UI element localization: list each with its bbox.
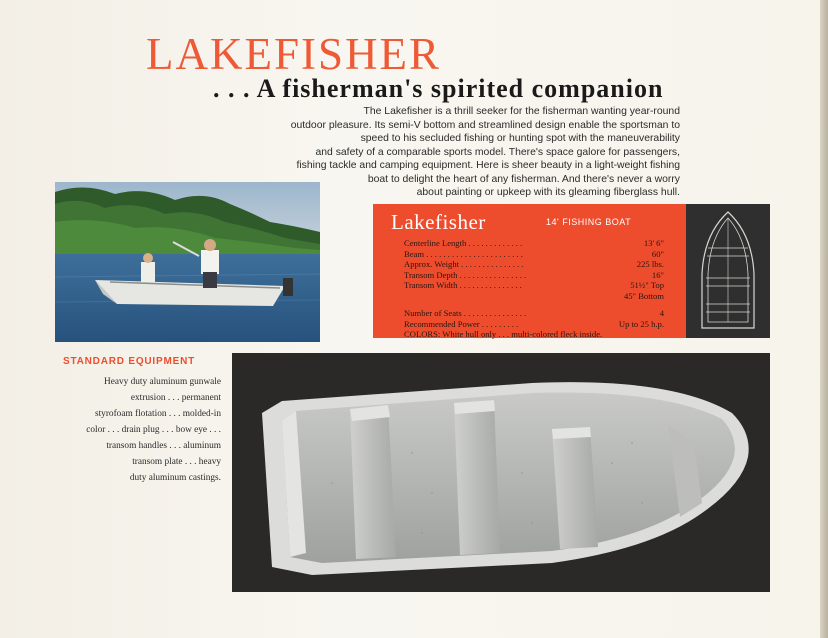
spec-row: [404, 249, 664, 260]
equipment-line: transom plate . . . heavy: [132, 457, 221, 467]
spec-value: 225 lbs.: [636, 259, 664, 269]
equipment-line: styrofoam flotation . . . molded-in: [94, 409, 221, 419]
equipment-line: Heavy duty aluminum gunwale: [104, 377, 221, 387]
spec-value: Up to 25 h.p.: [618, 318, 664, 329]
spec-value: 60": [651, 248, 664, 259]
spec-label: Approx. Weight . . . . . . . . . . . . . . .: [404, 259, 524, 269]
spec-row: [404, 259, 664, 270]
boat-interior-photo: [232, 353, 770, 592]
spec-value: 51½" Top: [630, 280, 664, 290]
page-title: LAKEFISHER: [146, 29, 442, 79]
spec-label: Beam . . . . . . . . . . . . . . . . . . . . . . .: [404, 248, 523, 259]
spec-label: Centerline Length . . . . . . . . . . . . .: [404, 238, 523, 248]
specifications-panel: [373, 204, 687, 338]
equipment-list: [63, 374, 221, 486]
spec-row-transom-bottom: [404, 291, 664, 302]
equipment-line: color . . . drain plug . . . bow eye . . .: [86, 425, 221, 435]
spec-model-name: Lakefisher: [391, 210, 486, 234]
hull-outline-panel: [686, 204, 770, 338]
equipment-heading: STANDARD EQUIPMENT: [63, 356, 195, 367]
fishing-scene-photo: [55, 182, 320, 342]
hull-outline-diagram: [686, 204, 770, 338]
spec-label: Transom Width . . . . . . . . . . . . . . .: [404, 280, 522, 290]
intro-line: outdoor pleasure. Its semi-V bottom and streamlined design enable the sportsman to: [290, 119, 680, 131]
spec-boat-type: 14' FISHING BOAT: [546, 217, 632, 227]
spec-value: 4: [659, 308, 664, 318]
spec-row: [404, 238, 664, 249]
spec-value: 45" Bottom: [623, 290, 664, 301]
intro-line: The Lakefisher is a thrill seeker for the fisherman wanting year-round: [363, 106, 680, 117]
equipment-line: duty aluminum castings.: [129, 473, 221, 483]
boat-top-view-illustration: [232, 353, 770, 592]
spec-row: [404, 270, 664, 281]
fishing-scene-illustration: [55, 182, 320, 342]
intro-line: speed to his secluded fishing or hunting spot with the maneuverability: [360, 133, 680, 144]
spec-label: Number of Seats . . . . . . . . . . . . . . .: [404, 308, 527, 318]
spec-value: 13' 6": [643, 238, 664, 248]
spec-row: [404, 280, 664, 291]
intro-line: and safety of a comparable sports model. There's space galore for passengers,: [315, 146, 680, 158]
spec-table: [404, 238, 664, 340]
spec-colors: [404, 329, 664, 340]
intro-line: boat to delight the heart of any fisherman. And there's never a worry: [367, 173, 680, 185]
spec-row: [404, 319, 664, 330]
page-edge-shadow: [820, 0, 828, 638]
equipment-line: transom handles . . . aluminum: [106, 441, 221, 451]
spec-label: Recommended Power . . . . . . . . .: [404, 318, 519, 329]
spec-value: 16": [651, 269, 664, 280]
intro-line: fishing tackle and camping equipment. Here is sheer beauty in a light-weight fishing: [296, 160, 680, 171]
spec-colors-text: COLORS: White hull only . . . multi-colored fleck inside.: [404, 329, 603, 339]
equipment-line: extrusion . . . permanent: [130, 393, 221, 403]
page-subtitle: . . . A fisherman's spirited companion: [213, 74, 664, 103]
spec-label: Transom Depth . . . . . . . . . . . . . . . .: [404, 269, 527, 280]
spec-row: [404, 308, 664, 319]
intro-line: about painting or upkeep with its gleaming fiberglass hull.: [416, 187, 680, 198]
